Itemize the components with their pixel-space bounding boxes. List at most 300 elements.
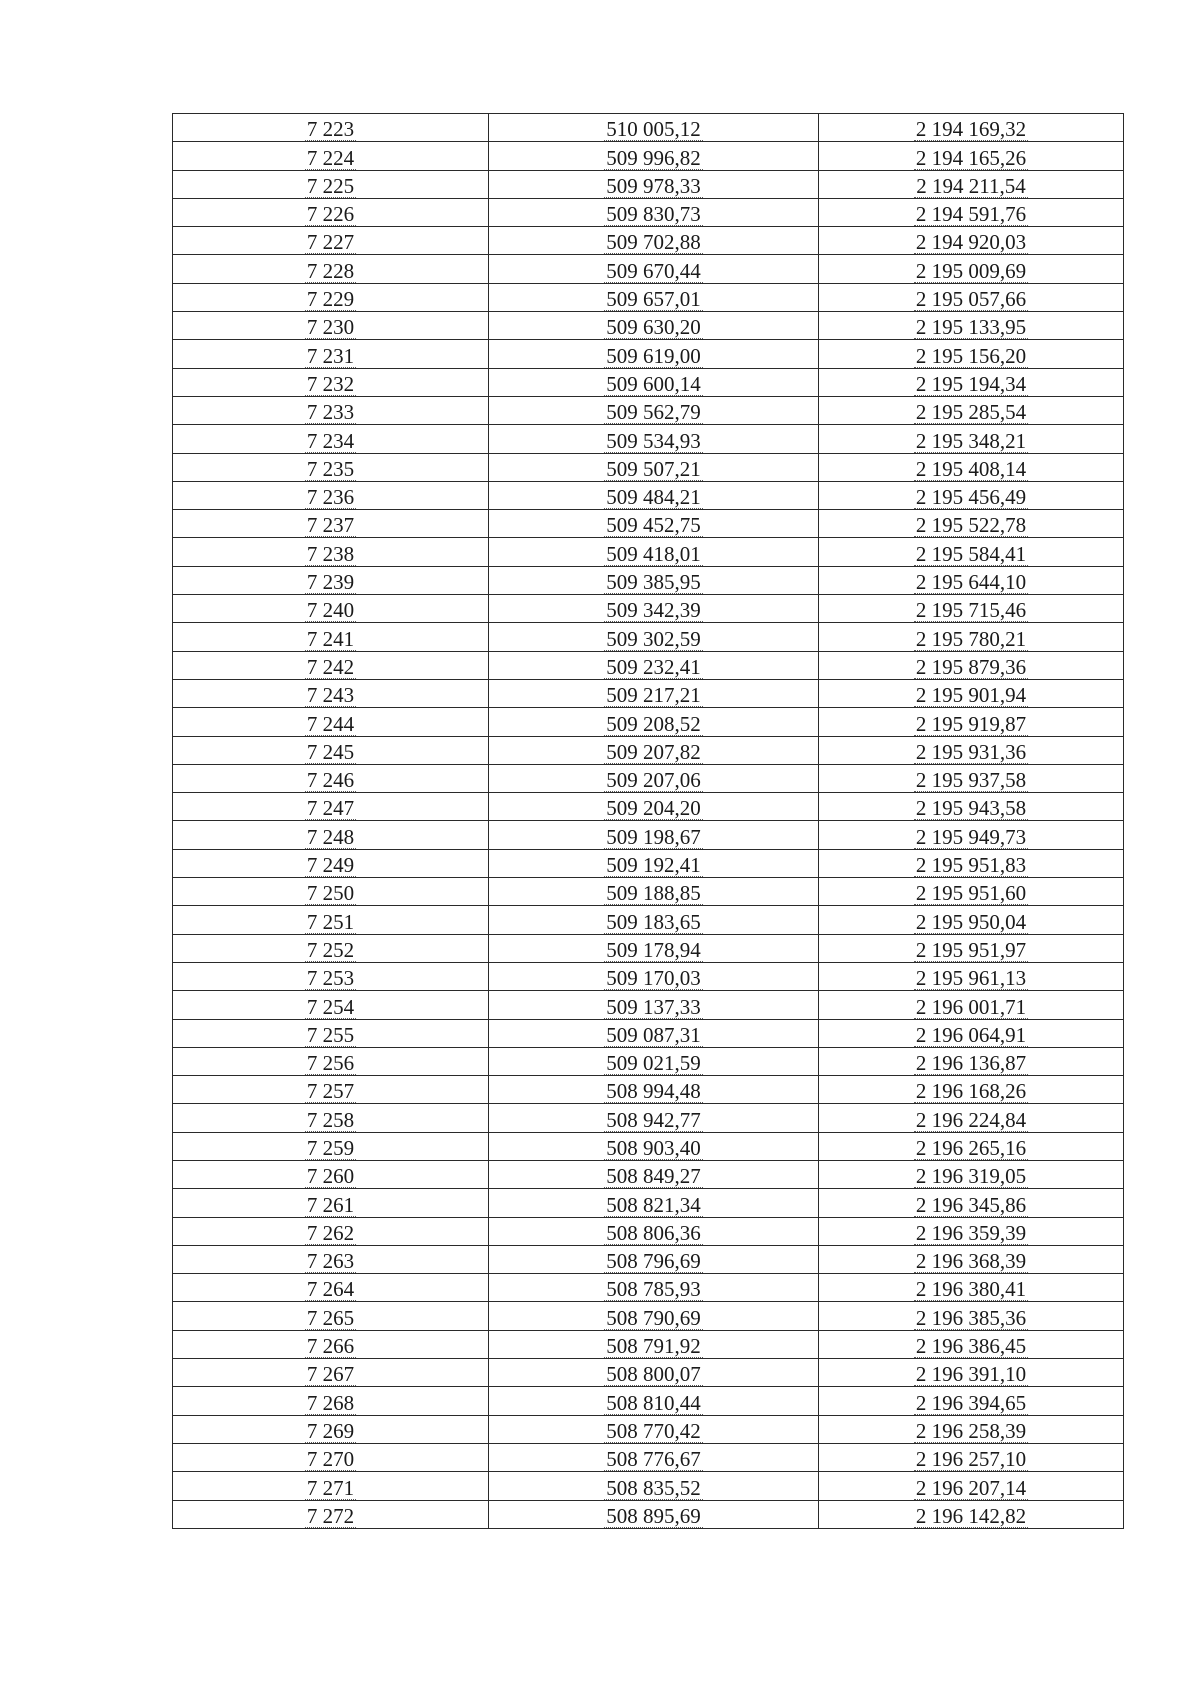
y-coordinate-cell	[819, 1132, 1124, 1160]
table-row	[173, 142, 1124, 170]
point-number-cell	[173, 934, 489, 962]
y-coordinate-cell	[819, 934, 1124, 962]
cell-value: 2 194 165,26	[915, 145, 1027, 170]
table-row	[173, 595, 1124, 623]
cell-value: 7 237	[306, 513, 355, 538]
x-coordinate-cell	[489, 481, 819, 509]
x-coordinate-cell	[489, 793, 819, 821]
cell-value: 7 240	[306, 598, 355, 623]
y-coordinate-cell	[819, 1160, 1124, 1188]
table-row	[173, 114, 1124, 142]
y-coordinate-cell	[819, 340, 1124, 368]
y-coordinate-cell	[819, 821, 1124, 849]
point-number-cell	[173, 142, 489, 170]
x-coordinate-cell	[489, 878, 819, 906]
table-row	[173, 566, 1124, 594]
point-number-cell	[173, 1160, 489, 1188]
table-row	[173, 368, 1124, 396]
table-row	[173, 1189, 1124, 1217]
y-coordinate-cell	[819, 595, 1124, 623]
table-row	[173, 510, 1124, 538]
y-coordinate-cell	[819, 1047, 1124, 1075]
cell-value: 509 232,41	[606, 654, 701, 679]
cell-value: 7 224	[306, 145, 355, 170]
cell-value: 7 225	[306, 173, 355, 198]
x-coordinate-cell	[489, 453, 819, 481]
x-coordinate-cell	[489, 1443, 819, 1471]
cell-value: 508 903,40	[606, 1135, 701, 1160]
x-coordinate-cell	[489, 1160, 819, 1188]
cell-value: 2 196 142,82	[915, 1503, 1027, 1528]
point-number-cell	[173, 368, 489, 396]
cell-value: 7 266	[306, 1334, 355, 1359]
cell-value: 7 242	[306, 654, 355, 679]
cell-value: 510 005,12	[606, 117, 701, 142]
cell-value: 509 183,65	[606, 909, 701, 934]
cell-value: 509 208,52	[606, 711, 701, 736]
point-number-cell	[173, 1217, 489, 1245]
cell-value: 2 196 345,86	[915, 1192, 1027, 1217]
y-coordinate-cell	[819, 962, 1124, 990]
cell-value: 508 895,69	[606, 1503, 701, 1528]
x-coordinate-cell	[489, 849, 819, 877]
table-row	[173, 878, 1124, 906]
cell-value: 509 192,41	[606, 853, 701, 878]
point-number-cell	[173, 283, 489, 311]
table-row	[173, 283, 1124, 311]
cell-value: 7 239	[306, 570, 355, 595]
cell-value: 2 195 194,34	[915, 371, 1027, 396]
cell-value: 2 194 920,03	[915, 230, 1027, 255]
point-number-cell	[173, 623, 489, 651]
point-number-cell	[173, 991, 489, 1019]
cell-value: 2 196 001,71	[915, 994, 1027, 1019]
y-coordinate-cell	[819, 849, 1124, 877]
cell-value: 7 236	[306, 485, 355, 510]
table-row	[173, 1245, 1124, 1273]
x-coordinate-cell	[489, 114, 819, 142]
cell-value: 2 195 943,58	[915, 796, 1027, 821]
cell-value: 7 227	[306, 230, 355, 255]
point-number-cell	[173, 595, 489, 623]
cell-value: 2 195 133,95	[915, 315, 1027, 340]
point-number-cell	[173, 1415, 489, 1443]
cell-value: 508 791,92	[606, 1334, 701, 1359]
cell-value: 2 195 879,36	[915, 654, 1027, 679]
x-coordinate-cell	[489, 142, 819, 170]
y-coordinate-cell	[819, 481, 1124, 509]
cell-value: 7 249	[306, 853, 355, 878]
cell-value: 2 194 591,76	[915, 202, 1027, 227]
x-coordinate-cell	[489, 595, 819, 623]
point-number-cell	[173, 793, 489, 821]
x-coordinate-cell	[489, 1047, 819, 1075]
y-coordinate-cell	[819, 623, 1124, 651]
cell-value: 2 195 951,60	[915, 881, 1027, 906]
cell-value: 2 195 715,46	[915, 598, 1027, 623]
y-coordinate-cell	[819, 679, 1124, 707]
cell-value: 508 770,42	[606, 1418, 701, 1443]
point-number-cell	[173, 1132, 489, 1160]
cell-value: 509 619,00	[606, 343, 701, 368]
x-coordinate-cell	[489, 821, 819, 849]
cell-value: 509 978,33	[606, 173, 701, 198]
x-coordinate-cell	[489, 1274, 819, 1302]
cell-value: 509 600,14	[606, 371, 701, 396]
cell-value: 7 253	[306, 966, 355, 991]
cell-value: 7 245	[306, 739, 355, 764]
cell-value: 509 507,21	[606, 456, 701, 481]
coordinates-table	[172, 113, 1124, 1529]
point-number-cell	[173, 510, 489, 538]
cell-value: 7 244	[306, 711, 355, 736]
cell-value: 2 195 348,21	[915, 428, 1027, 453]
point-number-cell	[173, 878, 489, 906]
y-coordinate-cell	[819, 227, 1124, 255]
x-coordinate-cell	[489, 396, 819, 424]
point-number-cell	[173, 453, 489, 481]
cell-value: 2 196 385,36	[915, 1305, 1027, 1330]
point-number-cell	[173, 708, 489, 736]
coordinates-table-body	[173, 114, 1124, 1529]
cell-value: 509 302,59	[606, 626, 701, 651]
table-row	[173, 679, 1124, 707]
cell-value: 2 194 169,32	[915, 117, 1027, 142]
cell-value: 2 195 937,58	[915, 768, 1027, 793]
point-number-cell	[173, 566, 489, 594]
point-number-cell	[173, 906, 489, 934]
point-number-cell	[173, 538, 489, 566]
table-row	[173, 1019, 1124, 1047]
y-coordinate-cell	[819, 708, 1124, 736]
x-coordinate-cell	[489, 623, 819, 651]
point-number-cell	[173, 679, 489, 707]
table-row	[173, 1359, 1124, 1387]
x-coordinate-cell	[489, 736, 819, 764]
cell-value: 2 196 136,87	[915, 1051, 1027, 1076]
point-number-cell	[173, 736, 489, 764]
cell-value: 7 264	[306, 1277, 355, 1302]
y-coordinate-cell	[819, 1359, 1124, 1387]
table-row	[173, 227, 1124, 255]
point-number-cell	[173, 396, 489, 424]
cell-value: 7 223	[306, 117, 355, 142]
table-row	[173, 934, 1124, 962]
table-row	[173, 453, 1124, 481]
cell-value: 509 385,95	[606, 570, 701, 595]
cell-value: 7 257	[306, 1079, 355, 1104]
point-number-cell	[173, 1274, 489, 1302]
cell-value: 508 849,27	[606, 1164, 701, 1189]
cell-value: 2 195 951,83	[915, 853, 1027, 878]
cell-value: 2 195 285,54	[915, 400, 1027, 425]
y-coordinate-cell	[819, 1415, 1124, 1443]
x-coordinate-cell	[489, 1132, 819, 1160]
point-number-cell	[173, 1245, 489, 1273]
table-row	[173, 1415, 1124, 1443]
cell-value: 508 796,69	[606, 1249, 701, 1274]
cell-value: 2 195 951,97	[915, 937, 1027, 962]
table-row	[173, 623, 1124, 651]
y-coordinate-cell	[819, 1274, 1124, 1302]
cell-value: 7 269	[306, 1418, 355, 1443]
cell-value: 2 196 265,16	[915, 1135, 1027, 1160]
cell-value: 7 271	[306, 1475, 355, 1500]
cell-value: 7 268	[306, 1390, 355, 1415]
cell-value: 7 265	[306, 1305, 355, 1330]
cell-value: 2 195 522,78	[915, 513, 1027, 538]
cell-value: 509 207,06	[606, 768, 701, 793]
cell-value: 509 021,59	[606, 1051, 701, 1076]
point-number-cell	[173, 1500, 489, 1528]
cell-value: 509 996,82	[606, 145, 701, 170]
cell-value: 7 228	[306, 258, 355, 283]
x-coordinate-cell	[489, 679, 819, 707]
table-row	[173, 312, 1124, 340]
point-number-cell	[173, 198, 489, 226]
x-coordinate-cell	[489, 962, 819, 990]
point-number-cell	[173, 1076, 489, 1104]
table-row	[173, 736, 1124, 764]
cell-value: 508 994,48	[606, 1079, 701, 1104]
table-row	[173, 1472, 1124, 1500]
y-coordinate-cell	[819, 651, 1124, 679]
table-row	[173, 1500, 1124, 1528]
x-coordinate-cell	[489, 283, 819, 311]
cell-value: 7 256	[306, 1051, 355, 1076]
y-coordinate-cell	[819, 1472, 1124, 1500]
table-row	[173, 1160, 1124, 1188]
cell-value: 2 196 386,45	[915, 1334, 1027, 1359]
cell-value: 2 195 931,36	[915, 739, 1027, 764]
point-number-cell	[173, 255, 489, 283]
cell-value: 7 272	[306, 1503, 355, 1528]
cell-value: 509 562,79	[606, 400, 701, 425]
y-coordinate-cell	[819, 510, 1124, 538]
y-coordinate-cell	[819, 1443, 1124, 1471]
x-coordinate-cell	[489, 906, 819, 934]
cell-value: 7 262	[306, 1220, 355, 1245]
cell-value: 508 821,34	[606, 1192, 701, 1217]
cell-value: 508 776,67	[606, 1447, 701, 1472]
cell-value: 509 630,20	[606, 315, 701, 340]
point-number-cell	[173, 312, 489, 340]
table-row	[173, 481, 1124, 509]
table-row	[173, 1302, 1124, 1330]
cell-value: 2 194 211,54	[916, 173, 1026, 198]
table-row	[173, 170, 1124, 198]
point-number-cell	[173, 764, 489, 792]
cell-value: 7 238	[306, 541, 355, 566]
point-number-cell	[173, 1047, 489, 1075]
cell-value: 509 702,88	[606, 230, 701, 255]
cell-value: 2 196 064,91	[915, 1022, 1027, 1047]
x-coordinate-cell	[489, 764, 819, 792]
x-coordinate-cell	[489, 991, 819, 1019]
table-row	[173, 793, 1124, 821]
cell-value: 2 195 901,94	[915, 683, 1027, 708]
y-coordinate-cell	[819, 396, 1124, 424]
x-coordinate-cell	[489, 170, 819, 198]
y-coordinate-cell	[819, 1189, 1124, 1217]
y-coordinate-cell	[819, 764, 1124, 792]
x-coordinate-cell	[489, 1472, 819, 1500]
y-coordinate-cell	[819, 991, 1124, 1019]
x-coordinate-cell	[489, 255, 819, 283]
table-row	[173, 962, 1124, 990]
cell-value: 7 255	[306, 1022, 355, 1047]
cell-value: 2 195 156,20	[915, 343, 1027, 368]
cell-value: 7 259	[306, 1135, 355, 1160]
table-row	[173, 255, 1124, 283]
y-coordinate-cell	[819, 283, 1124, 311]
y-coordinate-cell	[819, 1076, 1124, 1104]
cell-value: 2 196 394,65	[915, 1390, 1027, 1415]
cell-value: 7 233	[306, 400, 355, 425]
table-row	[173, 708, 1124, 736]
cell-value: 509 342,39	[606, 598, 701, 623]
x-coordinate-cell	[489, 1189, 819, 1217]
y-coordinate-cell	[819, 1330, 1124, 1358]
cell-value: 509 207,82	[606, 739, 701, 764]
y-coordinate-cell	[819, 1302, 1124, 1330]
cell-value: 2 196 168,26	[915, 1079, 1027, 1104]
cell-value: 509 170,03	[606, 966, 701, 991]
cell-value: 509 418,01	[606, 541, 701, 566]
cell-value: 2 195 057,66	[915, 287, 1027, 312]
cell-value: 509 830,73	[606, 202, 701, 227]
table-row	[173, 651, 1124, 679]
point-number-cell	[173, 1359, 489, 1387]
cell-value: 7 270	[306, 1447, 355, 1472]
point-number-cell	[173, 1387, 489, 1415]
point-number-cell	[173, 821, 489, 849]
point-number-cell	[173, 1302, 489, 1330]
cell-value: 2 196 368,39	[915, 1249, 1027, 1274]
x-coordinate-cell	[489, 1359, 819, 1387]
y-coordinate-cell	[819, 1245, 1124, 1273]
table-row	[173, 1330, 1124, 1358]
table-row	[173, 1104, 1124, 1132]
cell-value: 7 254	[306, 994, 355, 1019]
y-coordinate-cell	[819, 114, 1124, 142]
cell-value: 2 196 391,10	[915, 1362, 1027, 1387]
cell-value: 508 806,36	[606, 1220, 701, 1245]
cell-value: 7 261	[306, 1192, 355, 1217]
y-coordinate-cell	[819, 1019, 1124, 1047]
cell-value: 509 657,01	[606, 287, 701, 312]
x-coordinate-cell	[489, 1302, 819, 1330]
cell-value: 2 195 009,69	[915, 258, 1027, 283]
y-coordinate-cell	[819, 1387, 1124, 1415]
cell-value: 2 195 961,13	[915, 966, 1027, 991]
x-coordinate-cell	[489, 1500, 819, 1528]
y-coordinate-cell	[819, 878, 1124, 906]
point-number-cell	[173, 651, 489, 679]
point-number-cell	[173, 114, 489, 142]
x-coordinate-cell	[489, 1415, 819, 1443]
point-number-cell	[173, 1472, 489, 1500]
x-coordinate-cell	[489, 368, 819, 396]
x-coordinate-cell	[489, 651, 819, 679]
cell-value: 7 250	[306, 881, 355, 906]
cell-value: 7 248	[306, 824, 355, 849]
cell-value: 508 810,44	[606, 1390, 701, 1415]
x-coordinate-cell	[489, 227, 819, 255]
table-row	[173, 1443, 1124, 1471]
cell-value: 2 195 408,14	[915, 456, 1027, 481]
y-coordinate-cell	[819, 736, 1124, 764]
table-row	[173, 198, 1124, 226]
point-number-cell	[173, 1104, 489, 1132]
cell-value: 509 484,21	[606, 485, 701, 510]
cell-value: 2 195 584,41	[915, 541, 1027, 566]
x-coordinate-cell	[489, 1330, 819, 1358]
cell-value: 508 790,69	[606, 1305, 701, 1330]
x-coordinate-cell	[489, 1076, 819, 1104]
point-number-cell	[173, 1019, 489, 1047]
cell-value: 508 942,77	[606, 1107, 701, 1132]
cell-value: 7 251	[306, 909, 355, 934]
cell-value: 509 198,67	[606, 824, 701, 849]
cell-value: 7 235	[306, 456, 355, 481]
y-coordinate-cell	[819, 1104, 1124, 1132]
table-row	[173, 1047, 1124, 1075]
cell-value: 2 196 359,39	[915, 1220, 1027, 1245]
x-coordinate-cell	[489, 566, 819, 594]
cell-value: 509 452,75	[606, 513, 701, 538]
y-coordinate-cell	[819, 170, 1124, 198]
cell-value: 7 229	[306, 287, 355, 312]
table-row	[173, 991, 1124, 1019]
table-row	[173, 425, 1124, 453]
point-number-cell	[173, 227, 489, 255]
cell-value: 7 267	[306, 1362, 355, 1387]
cell-value: 2 195 949,73	[915, 824, 1027, 849]
point-number-cell	[173, 849, 489, 877]
cell-value: 2 196 224,84	[915, 1107, 1027, 1132]
table-row	[173, 849, 1124, 877]
y-coordinate-cell	[819, 793, 1124, 821]
table-row	[173, 1076, 1124, 1104]
cell-value: 509 087,31	[606, 1022, 701, 1047]
x-coordinate-cell	[489, 1104, 819, 1132]
cell-value: 2 195 780,21	[915, 626, 1027, 651]
y-coordinate-cell	[819, 1217, 1124, 1245]
table-row	[173, 1132, 1124, 1160]
cell-value: 7 234	[306, 428, 355, 453]
cell-value: 7 246	[306, 768, 355, 793]
y-coordinate-cell	[819, 1500, 1124, 1528]
point-number-cell	[173, 1330, 489, 1358]
y-coordinate-cell	[819, 425, 1124, 453]
y-coordinate-cell	[819, 538, 1124, 566]
cell-value: 7 243	[306, 683, 355, 708]
cell-value: 509 137,33	[606, 994, 701, 1019]
x-coordinate-cell	[489, 708, 819, 736]
cell-value: 7 230	[306, 315, 355, 340]
cell-value: 2 195 456,49	[915, 485, 1027, 510]
cell-value: 2 196 380,41	[915, 1277, 1027, 1302]
x-coordinate-cell	[489, 198, 819, 226]
cell-value: 7 260	[306, 1164, 355, 1189]
point-number-cell	[173, 481, 489, 509]
cell-value: 2 196 319,05	[915, 1164, 1027, 1189]
table-row	[173, 396, 1124, 424]
cell-value: 7 231	[306, 343, 355, 368]
cell-value: 7 226	[306, 202, 355, 227]
table-row	[173, 821, 1124, 849]
